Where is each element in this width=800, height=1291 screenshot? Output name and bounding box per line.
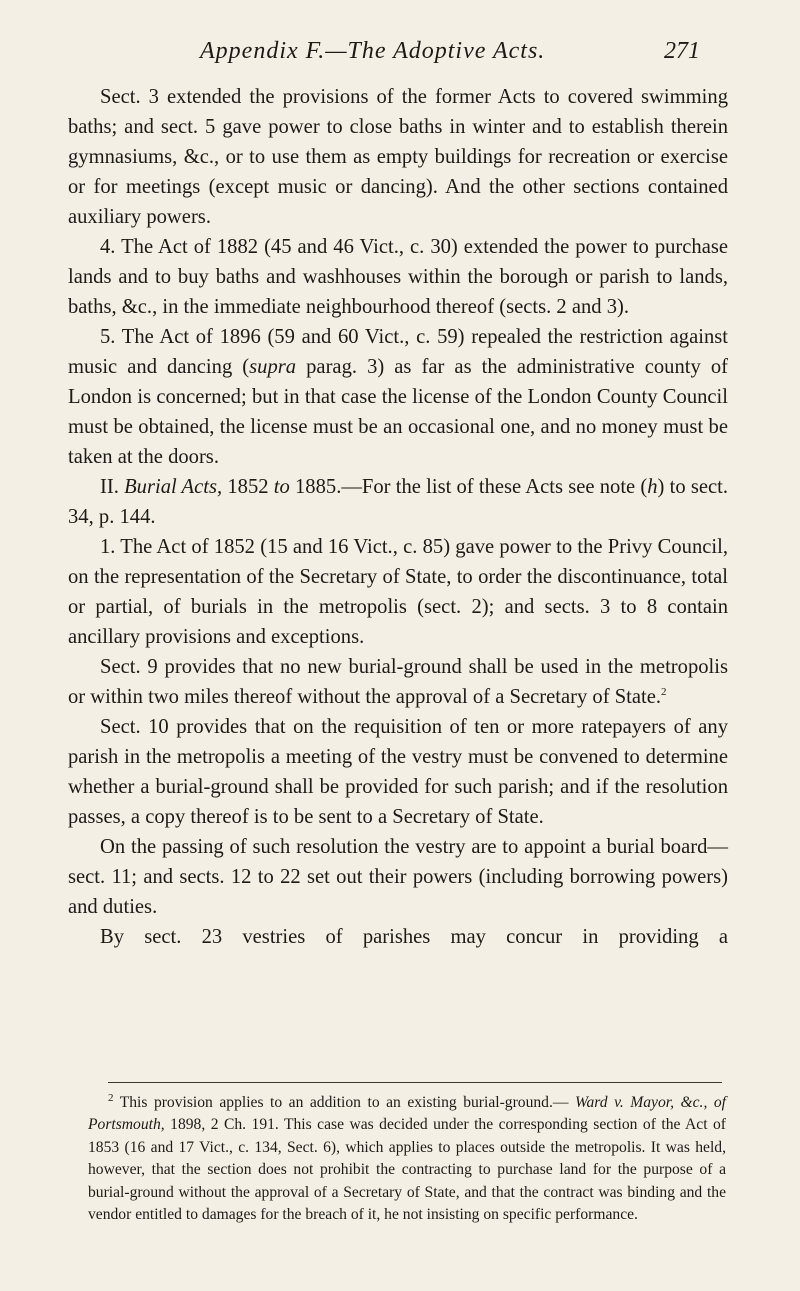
paragraph-sect-9: Sect. 9 provides that no new burial-ground shall be used in the metropolis or within two miles thereof without the approval of a Secretary of State.$^2$ [68, 656, 728, 708]
paragraph-burial-board: On the passing of such resolution the vestry are to appoint a burial board—sect. 11; and sects. 12 to 22 set out their powers (including borrowing powers) and duties. [68, 836, 728, 918]
footnote-divider [108, 1082, 722, 1083]
footnote [88, 1092, 726, 1226]
footnote-marker: 2 [108, 1091, 114, 1104]
footnote-reference: 2 [661, 686, 667, 699]
paragraph-sect-10: Sect. 10 provides that on the requisition of ten or more ratepayers of any parish in the metropolis a meeting of the vestry must be convened to determine whether a burial-ground shall be provided for such parish; and if the resolution passes, a copy thereof is to be sent to a Secretary of State. [68, 716, 728, 828]
paragraph-sect-3: Sect. 3 extended the provisions of the former Acts to covered swimming baths; and sect. 5 gave power to close baths in winter and to establish therein gymnasiums, &c., or to use them as empty buildings for recreation or exercise or for meetings (except music or dancing). And the other sections contained auxiliary powers. [68, 86, 728, 228]
paragraph-burial-acts: II. Burial Acts, 1852 to 1885.—For the list of these Acts see note (h) to sect. 34, p. 144. [68, 476, 729, 528]
page-number: 271 [664, 38, 700, 64]
body-text [68, 82, 728, 952]
running-title: Appendix F.—The Adoptive Acts. [200, 38, 546, 64]
paragraph-act-1882: 4. The Act of 1882 (45 and 46 Vict., c. 30) extended the power to purchase lands and to buy baths and washhouses within the borough or parish to lands, baths, &c., in the immediate neighbourhood thereof (sects. 2 and 3). [68, 236, 728, 318]
paragraph-act-1852: 1. The Act of 1852 (15 and 16 Vict., c. 85) gave power to the Privy Council, on the representation of the Secretary of State, to order the discontinuance, total or partial, of burials in the metropolis (sect. 2); and sects. 3 to 8 contain ancillary provisions and exceptions. [68, 536, 728, 648]
footnote-text: $^2$ This provision applies to an addition to an existing burial-ground.— Ward v. Mayor, &c., of Portsmouth, 1898, 2 Ch. 191. This case was decided under the corresponding section of the Act of 1853 (16 and 17 Vict., c. 134, Sect. 6), which applies to places outside the metropolis. It was held, however, that the section does not prohibit the contracting to purchase land for the purpose of a burial-ground without the approval of a Secretary of State, and that the contract was binding and the vendor entitled to damages for the breach of it, he not insisting on specific performance. [88, 1091, 726, 1224]
paragraph-act-1896: 5. The Act of 1896 (59 and 60 Vict., c. 59) repealed the restriction against music and dancing (supra parag. 3) as far as the administrative county of London is concerned; but in that case the license of the London County Council must be obtained, the license must be an occasional one, and no money must be taken at the doors. [68, 326, 728, 468]
case-citation: Ward v. Mayor, &c., of Portsmouth, [88, 1094, 726, 1134]
page-header [200, 38, 700, 72]
paragraph-sect-23: By sect. 23 vestries of parishes may concur in providing a [100, 926, 728, 948]
